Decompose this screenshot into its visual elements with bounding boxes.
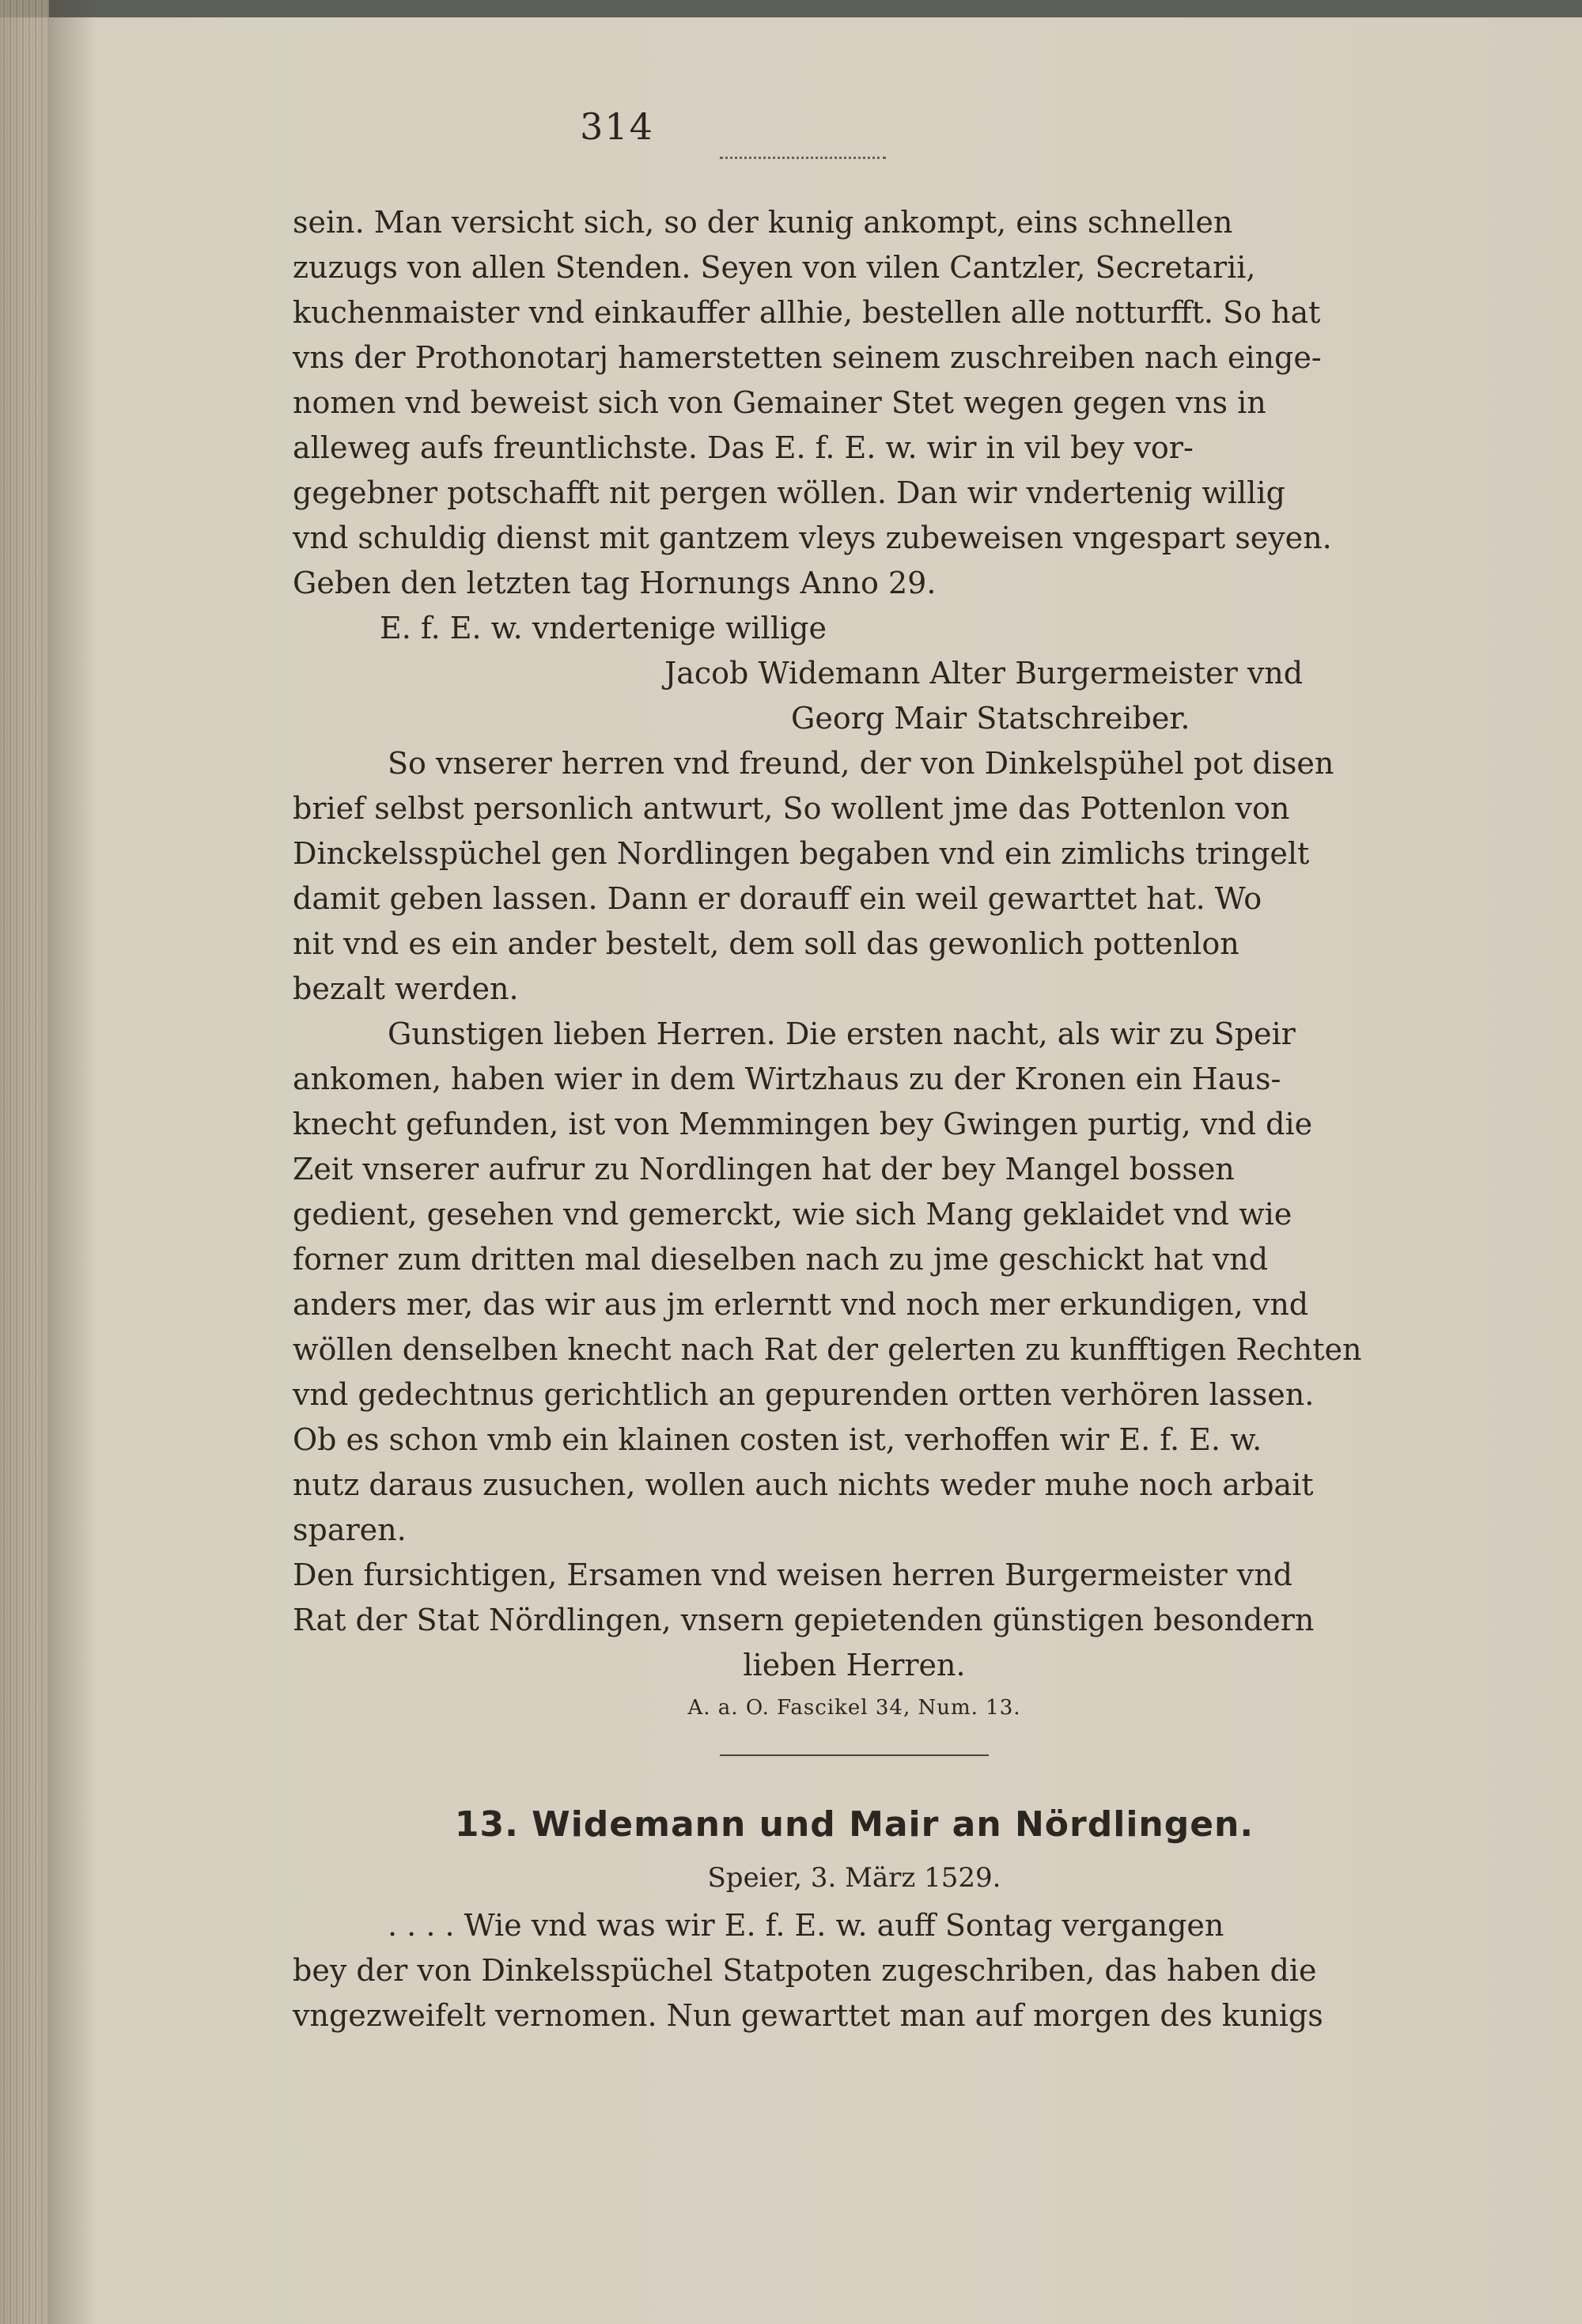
postscript-paragraph-1 (293, 741, 1416, 1012)
text-line: sein. Man versicht sich, so der kunig ankompt, eins schnellen (293, 205, 1233, 240)
text-line: Gunstigen lieben Herren. Die ersten nacht, als wir zu Speir (388, 1016, 1296, 1051)
text-line: Zeit vnserer aufrur zu Nordlingen hat der bey Mangel bossen (293, 1152, 1235, 1187)
text-line: sparen. (293, 1512, 407, 1547)
text-line: nutz daraus zusuchen, wollen auch nichts weder muhe noch arbait (293, 1467, 1314, 1502)
letter-address-end: lieben Herren. (743, 1648, 966, 1682)
text-line: Dinckelsspüchel gen Nordlingen begaben vnd ein zimlichs tringelt (293, 836, 1310, 871)
signature-line-2: Georg Mair Statschreiber. (791, 701, 1190, 736)
text-line: Den fursichtigen, Ersamen vnd weisen herren Burgermeister vnd (293, 1558, 1293, 1592)
text-line: Ob es schon vmb ein klainen costen ist, verhoffen wir E. f. E. w. (293, 1422, 1262, 1457)
text-line: vnd gedechtnus gerichtlich an gepurenden ortten verhören lassen. (293, 1377, 1315, 1412)
scan-top-edge (0, 0, 1582, 17)
text-line: nit vnd es ein ander bestelt, dem soll das gewonlich pottenlon (293, 926, 1239, 961)
gutter-shadow (49, 0, 97, 2324)
text-line: . . . . Wie vnd was wir E. f. E. w. auff Sontag vergangen (388, 1908, 1224, 1943)
text-line: So vnserer herren vnd freund, der von Dinkelspühel pot disen (388, 746, 1334, 781)
text-line: gedient, gesehen vnd gemerckt, wie sich Mang geklaidet vnd wie (293, 1197, 1292, 1232)
text-line: Geben den letzten tag Hornungs Anno 29. (293, 566, 937, 600)
section-divider (720, 1754, 989, 1756)
text-line: ankomen, haben wier in dem Wirtzhaus zu der Kronen ein Haus- (293, 1062, 1281, 1096)
text-line: kuchenmaister vnd einkauffer allhie, bestellen alle notturfft. So hat (293, 295, 1321, 330)
text-line: vns der Prothonotarj hamerstetten seinem zuschreiben nach einge- (293, 340, 1322, 375)
text-line: alleweg aufs freuntlichste. Das E. f. E. w. wir in vil bey vor- (293, 430, 1194, 465)
text-line: bey der von Dinkelsspüchel Statpoten zugeschriben, das haben die (293, 1953, 1317, 1988)
source-citation: A. a. O. Fascikel 34, Num. 13. (687, 1696, 1021, 1720)
text-line: anders mer, das wir aus jm erlerntt vnd noch mer erkundigen, vnd (293, 1287, 1309, 1322)
text-line: gegebner potschafft nit pergen wöllen. Dan wir vndertenig willig (293, 475, 1285, 510)
text-line: knecht gefunden, ist von Memmingen bey Gwingen purtig, vnd die (293, 1107, 1313, 1141)
letter-body (293, 200, 1416, 606)
text-line: vnd schuldig dienst mit gantzem vleys zubeweisen vngespart seyen. (293, 520, 1332, 555)
signature-line-1: Jacob Widemann Alter Burgermeister vnd (664, 656, 1304, 691)
text-line: forner zum dritten mal dieselben nach zu jme geschickt hat vnd (293, 1242, 1269, 1277)
text-line: zuzugs von allen Stenden. Seyen von vilen Cantzler, Secretarii, (293, 250, 1256, 285)
text-line: nomen vnd beweist sich von Gemainer Stet wegen gegen vns in (293, 385, 1266, 420)
text-line: wöllen denselben knecht nach Rat der gelerten zu kunfftigen Rechten (293, 1332, 1362, 1367)
book-page-edges (0, 0, 49, 2324)
section-13-body (293, 1903, 1416, 2038)
letter-address (293, 1553, 1416, 1643)
page-number: 314 (580, 105, 654, 148)
text-line: vngezweifelt vernomen. Nun gewarttet man auf morgen des kunigs (293, 1998, 1323, 2033)
text-line: bezalt werden. (293, 971, 519, 1006)
page-number-ornament (720, 150, 886, 159)
text-line: Rat der Stat Nördlingen, vnsern gepietenden günstigen besondern (293, 1603, 1315, 1637)
postscript-paragraph-2 (293, 1012, 1416, 1553)
letter-signoff: E. f. E. w. vndertenige willige (380, 611, 827, 645)
place-date: Speier, 3. März 1529. (707, 1862, 1001, 1894)
text-line: brief selbst personlich antwurt, So wollent jme das Pottenlon von (293, 791, 1290, 826)
text-line: damit geben lassen. Dann er dorauff ein weil gewarttet hat. Wo (293, 881, 1262, 916)
section-heading: 13. Widemann und Mair an Nördlingen. (454, 1804, 1255, 1845)
page-content (293, 103, 1416, 2286)
